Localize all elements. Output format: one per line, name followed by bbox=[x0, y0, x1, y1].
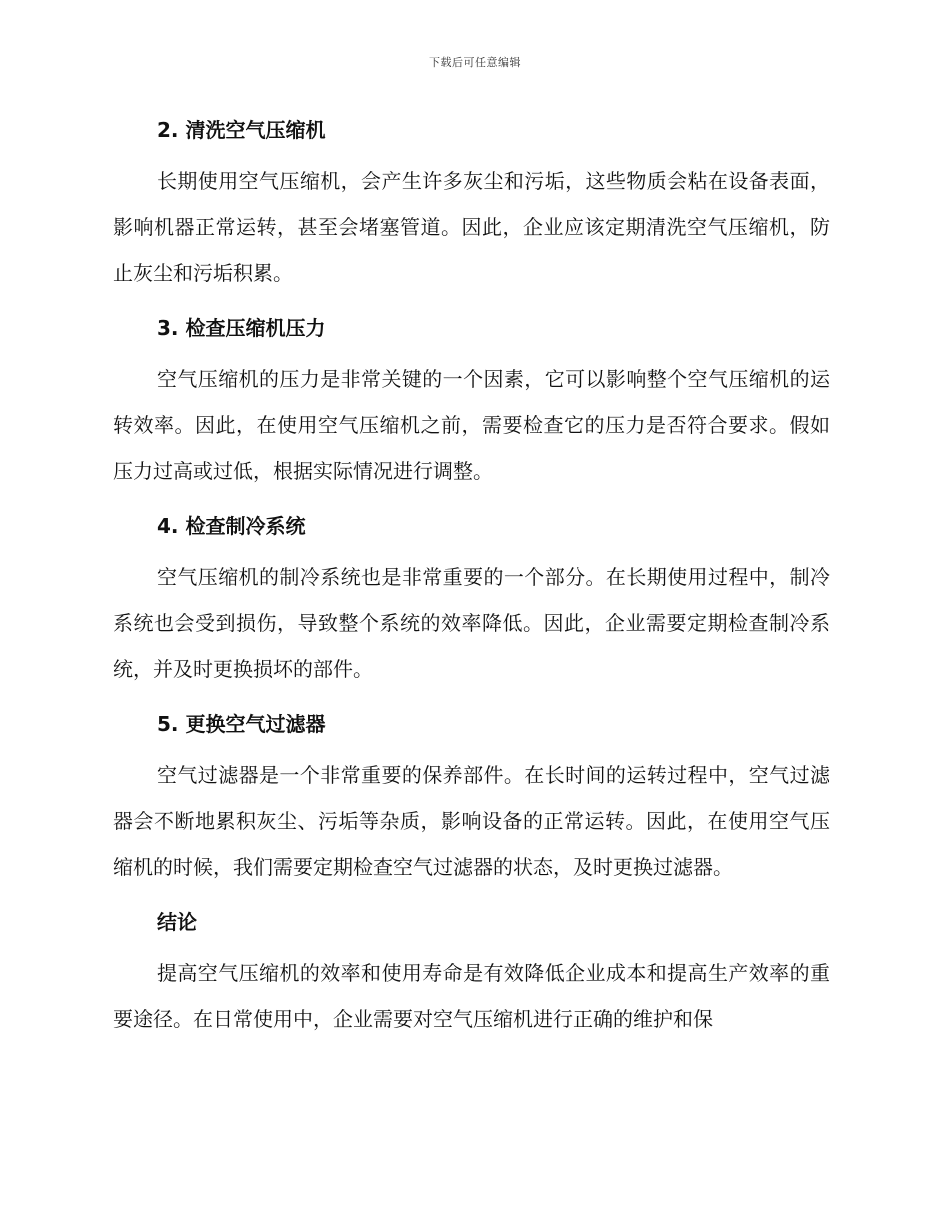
section-heading: 4. 检查制冷系统 bbox=[157, 514, 306, 538]
section-paragraph: 空气压缩机的压力是非常关键的一个因素，它可以影响整个空气压缩机的运转效率。因此，在使用空气压缩机之前，需要检查它的压力是否符合要求。假如压力过高或过低，根据实际情况进行调整。 bbox=[113, 367, 830, 483]
section-heading: 2. 清洗空气压缩机 bbox=[157, 118, 326, 142]
section-conclusion bbox=[113, 902, 830, 1042]
section-clean-compressor bbox=[113, 110, 830, 296]
page-header: 下载后可任意编辑 bbox=[429, 56, 521, 69]
section-paragraph: 空气压缩机的制冷系统也是非常重要的一个部分。在长期使用过程中，制冷系统也会受到损伤，导致整个系统的效率降低。因此，企业需要定期检查制冷系统，并及时更换损坏的部件。 bbox=[113, 565, 830, 681]
section-paragraph: 空气过滤器是一个非常重要的保养部件。在长时间的运转过程中，空气过滤器会不断地累积灰尘、污垢等杂质，影响设备的正常运转。因此，在使用空气压缩机的时候，我们需要定期检查空气过滤器的状态，及时更换过滤器。 bbox=[113, 763, 830, 879]
section-check-cooling bbox=[113, 506, 830, 692]
section-paragraph: 长期使用空气压缩机，会产生许多灰尘和污垢，这些物质会粘在设备表面，影响机器正常运转，甚至会堵塞管道。因此，企业应该定期清洗空气压缩机，防止灰尘和污垢积累。 bbox=[113, 169, 830, 285]
section-replace-filter bbox=[113, 704, 830, 890]
document-body bbox=[113, 110, 830, 1054]
section-paragraph: 提高空气压缩机的效率和使用寿命是有效降低企业成本和提高生产效率的重要途径。在日常使用中，企业需要对空气压缩机进行正确的维护和保 bbox=[113, 961, 830, 1031]
section-check-pressure bbox=[113, 308, 830, 494]
section-heading: 结论 bbox=[157, 910, 197, 934]
section-heading: 5. 更换空气过滤器 bbox=[157, 712, 326, 736]
section-heading: 3. 检查压缩机压力 bbox=[157, 316, 326, 340]
